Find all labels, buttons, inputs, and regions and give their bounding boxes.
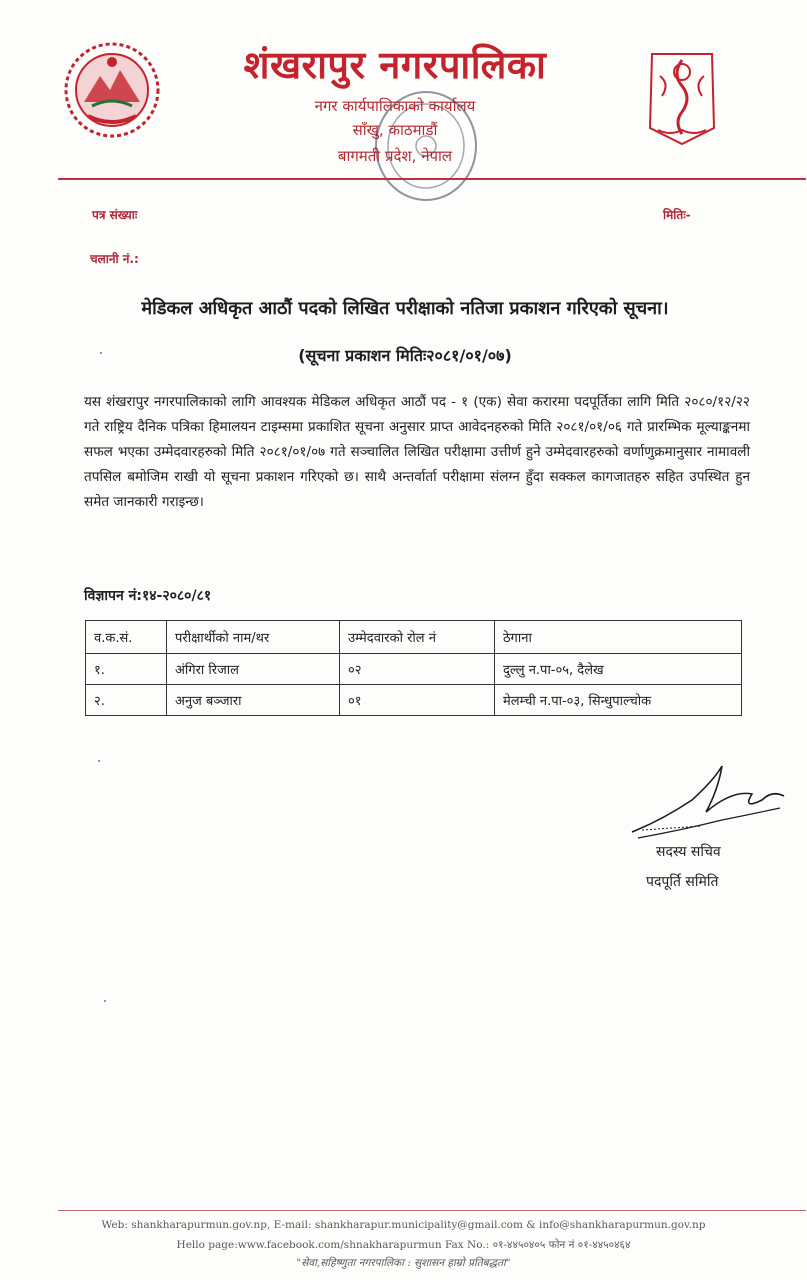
publication-date: (सूचना प्रकाशन मितिः२०८१/०१/०७) bbox=[298, 346, 512, 365]
address-cell: मेलम्ची न.पा-०३, सिन्धुपाल्चोक bbox=[495, 685, 742, 716]
office-name: नगर कार्यपालिकाको कार्यालय bbox=[314, 97, 476, 115]
notice-body: यस शंखरापुर नगरपालिकाको लागि आवश्यक मेडिकल अधिकृत आठौं पद - १ (एक) सेवा करारमा पदपूर्तिका लागि मिति २०८०/१२/२२ गते राष्ट्रिय दैनिक पत्रिका हिमालयन टाइम्समा प्रकाशित सूचना अनुसार प्राप्त आवेदनहरुको मिति २०८१/०१/०६ गते प्रारम्भिक मूल्याङ्कनमा सफल भएका उम्मेदवारहरुको मिति २०८१/०१/०७ गते सञ्चालित लिखित परीक्षामा उत्तीर्ण हुने उम्मेदवारहरुको वर्णाणुक्रमानुसार नामावली तपसिल बमोजिम राखी यो सूचना प्रकाशन गरिएको छ। साथै अन्तर्वार्ता परीक्षामा संलग्न हुँदा सक्कल कागजातहरु सहित उपस्थित हुन समेत जानकारी गराइन्छ। bbox=[84, 394, 750, 510]
header-divider bbox=[58, 178, 806, 180]
scan-speck bbox=[98, 760, 100, 762]
roll-no-cell: ०२ bbox=[340, 654, 495, 685]
serial-cell: २. bbox=[86, 685, 167, 716]
office-location: साँखु, काठमाडौं bbox=[352, 121, 438, 139]
scan-speck bbox=[104, 1000, 106, 1002]
date-label: मितिः- bbox=[663, 208, 691, 222]
footer-contact: Web: shankharapurmun.gov.np, E-mail: shankharapur.municipality@gmail.com & info@shankharapurmun.gov.np bbox=[101, 1219, 706, 1231]
municipality-name: शंखरापुर नगरपालिका bbox=[243, 43, 547, 87]
official-stamp bbox=[370, 86, 482, 206]
footer-divider bbox=[58, 1210, 806, 1211]
column-header-serial: व.क.सं. bbox=[86, 621, 167, 654]
dispatch-number-label: चलानी नं.: bbox=[90, 252, 139, 266]
column-header-address: ठेगाना bbox=[495, 621, 742, 654]
table-row bbox=[86, 685, 742, 716]
footer-social: Hello page:www.facebook.com/shnakharapurmun Fax No.: ०१-४४५०४०५ फोन नं ०१-४४५०४६४ bbox=[176, 1239, 631, 1251]
serial-cell: १. bbox=[86, 654, 167, 685]
table-header-row bbox=[86, 621, 742, 654]
address-cell: दुल्लु न.पा-०५, दैलेख bbox=[495, 654, 742, 685]
column-header-name: परीक्षार्थीको नाम/थर bbox=[167, 621, 340, 654]
column-header-roll-no: उम्मेदवारको रोल नं bbox=[340, 621, 495, 654]
signer-title: सदस्य सचिव bbox=[656, 844, 721, 860]
notice-title: मेडिकल अधिकृत आठौं पदको लिखित परीक्षाको नतिजा प्रकाशन गरिएको सूचना। bbox=[141, 298, 669, 319]
office-province: बागमती प्रदेश, नेपाल bbox=[337, 147, 453, 165]
reference-number-label: पत्र संख्याः bbox=[92, 208, 138, 222]
advertisement-number: विज्ञापन नं:१४-२०८०/८१ bbox=[84, 588, 212, 604]
municipality-logo-icon bbox=[644, 46, 720, 148]
results-table bbox=[85, 620, 742, 716]
name-cell: अनुज बञ्जारा bbox=[167, 685, 340, 716]
name-cell: अंगिरा रिजाल bbox=[167, 654, 340, 685]
scan-speck bbox=[100, 352, 102, 354]
nepal-coat-of-arms-icon bbox=[62, 40, 162, 140]
signer-committee: पदपूर्ति समिति bbox=[646, 874, 719, 890]
table-row bbox=[86, 654, 742, 685]
roll-no-cell: ०१ bbox=[340, 685, 495, 716]
footer-motto: "सेवा,सहिष्णुता नगरपालिका : सुशासन हाम्रो प्रतिबद्धता" bbox=[296, 1257, 511, 1269]
